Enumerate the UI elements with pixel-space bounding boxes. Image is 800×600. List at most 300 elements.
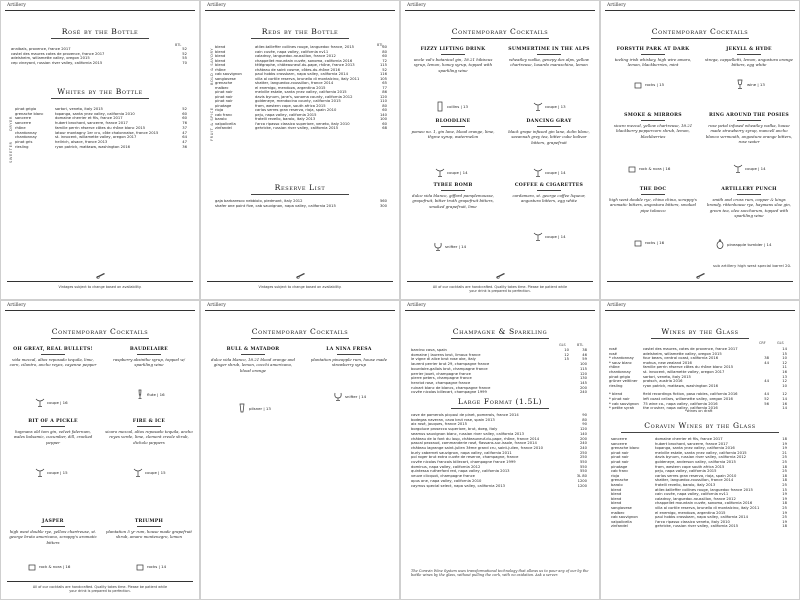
wine-name: sartori, veneto, italy 2015 bbox=[643, 374, 691, 379]
panel-cocktails-4 bbox=[200, 300, 400, 600]
wine-gls-price: 12 bbox=[782, 392, 787, 397]
wine-name: topanga, santa ynez valley, california 2010 bbox=[55, 111, 135, 116]
wine-gls-price: 11 bbox=[782, 365, 787, 370]
wine-varietal: pinot noir bbox=[215, 94, 233, 99]
wine-gls-price: 10 bbox=[782, 383, 787, 388]
wine-name: bodegas naveran, cava brut rose, spain 2013 bbox=[411, 417, 495, 422]
cocktail-glass bbox=[133, 467, 166, 478]
wine-varietal: cab sauvignon bbox=[215, 72, 242, 76]
wine-varietal: pinot noir bbox=[611, 455, 629, 460]
wine-price: 100 bbox=[379, 117, 387, 121]
wine-gls-price: 10 bbox=[564, 348, 569, 352]
cocktail-name-rule bbox=[737, 54, 761, 55]
champagne-title-rule bbox=[451, 338, 549, 339]
wine-btl-price: 115 bbox=[579, 366, 587, 371]
wine-price: 37 bbox=[182, 125, 187, 130]
cocktail-glass-price: coupe | 13 bbox=[545, 103, 566, 109]
panel-by-the-glass bbox=[600, 300, 800, 600]
wine-name: field recordings fiction, paso robles, california 2016 bbox=[643, 392, 738, 397]
cocktail-name: RING AROUND THE POSIES bbox=[708, 113, 790, 118]
wine-price: 64 bbox=[182, 135, 187, 140]
wine-name: caymus special select, napa valley, california 2013 bbox=[411, 483, 506, 488]
cocktail-name: JEKYLL & HYDE bbox=[726, 47, 772, 52]
coupe-glass-icon bbox=[533, 104, 543, 109]
brand-label: Artillery bbox=[607, 3, 626, 8]
wine-varietal: pinotage bbox=[611, 464, 628, 469]
wine-varietal: sangiovese bbox=[611, 506, 632, 510]
wine-name: mohua, new zealand 2016 bbox=[643, 360, 692, 365]
wine-price: 60 bbox=[382, 121, 387, 126]
cocktail-glass bbox=[435, 101, 468, 112]
cocktail-glass-price: coupe | 14 bbox=[447, 169, 468, 175]
wine-name: veuve clicquot, champagne france bbox=[411, 474, 475, 479]
coravin-note: The Coravin Wine System uses transformational technology that allows us to pour any of our by the bottle wines by the glass, without pulling the cork, with no oxidation. Ask a server. bbox=[411, 569, 589, 578]
wine-varietal: blend bbox=[215, 49, 226, 54]
wine-name: davis bynum, jane's, sonoma county, california 2012 bbox=[255, 94, 353, 99]
rocks-glass-icon bbox=[627, 166, 637, 171]
wine-price: 19 bbox=[782, 492, 787, 497]
rose-title-rule bbox=[51, 38, 149, 39]
wine-gls-price: 12 bbox=[782, 379, 787, 384]
brand-label: Artillery bbox=[407, 3, 426, 8]
cocktail-glass bbox=[35, 397, 68, 408]
wine-price: 140 bbox=[379, 112, 387, 117]
wine-name: ryan patrick, mattawa, washington 2016 bbox=[643, 383, 719, 388]
cocktail-glass bbox=[333, 391, 366, 402]
pineapple-glass-icon bbox=[715, 242, 725, 247]
cocktail-name-rule bbox=[137, 526, 161, 527]
cocktail-glass bbox=[733, 163, 766, 174]
wine-name: perrier jouet, champagne france bbox=[411, 371, 471, 376]
cocktail-description: dulce vida blanco, 18.21 blood orange and ginger shrub, lemon, cocchi americano, blood orange bbox=[211, 357, 295, 373]
cocktail-name-rule bbox=[737, 194, 761, 195]
wine-name: castel des maures, cotes de provence, france 2017 bbox=[643, 347, 738, 351]
cocktail-name-rule bbox=[337, 354, 361, 355]
wine-price: 18 bbox=[782, 524, 787, 529]
wine-varietal: pinotage bbox=[215, 103, 232, 108]
wine-price: 52 bbox=[382, 67, 387, 72]
wine-name: four bears, central coast, california 2016 bbox=[643, 356, 719, 361]
rocks-glass-icon bbox=[27, 564, 37, 569]
reds-title: Reds by the Bottle bbox=[261, 27, 339, 36]
wine-varietal: sancerre bbox=[15, 121, 31, 126]
top-rule bbox=[605, 310, 795, 311]
wine-price: 110 bbox=[379, 99, 387, 103]
wine-varietal: * chardonnay bbox=[609, 356, 634, 361]
wine-varietal: rhône bbox=[15, 125, 26, 130]
wines-glass-title-rule bbox=[651, 338, 749, 339]
rose-btl-header: BTL bbox=[175, 43, 182, 47]
reds-btl-header: BTL bbox=[377, 43, 384, 47]
wine-price: 86 bbox=[382, 90, 387, 94]
wine-name: bourdaire-gallois brut, champagne france bbox=[411, 366, 488, 371]
cocktail-name: DANCING GRAY bbox=[526, 119, 572, 124]
wine-varietal: pinot gris bbox=[15, 139, 33, 144]
wine-glass-icon bbox=[735, 82, 745, 87]
wine-varietal: riesling bbox=[15, 144, 29, 149]
wine-price: 1200 bbox=[577, 483, 587, 488]
cocktail-name-rule bbox=[737, 120, 761, 121]
wine-btl-price: 100 bbox=[579, 362, 587, 367]
wine-price: 52 bbox=[182, 107, 187, 111]
wine-name: cave de pomerols picpoul de pinet, pomerols, france 2014 bbox=[411, 413, 519, 417]
wine-gls-price: 13 bbox=[782, 374, 787, 379]
cocktails-title-rule bbox=[251, 338, 349, 339]
panel-rose-whites bbox=[0, 0, 200, 300]
wine-price: 550 bbox=[579, 464, 587, 469]
handcrafted-note bbox=[1, 585, 199, 593]
wine-name: fratelli revello, barolo, italy 2013 bbox=[655, 483, 716, 487]
cocktail-glass-price: wine | 13 bbox=[747, 81, 765, 87]
rose-title: Rosé by the Bottle bbox=[61, 27, 139, 36]
footer-rule bbox=[7, 281, 193, 282]
wine-price: 19 bbox=[782, 446, 787, 451]
wine-name: quintessa rutherford red, napa valley, california 2013 bbox=[411, 469, 510, 474]
top-rule bbox=[5, 10, 195, 11]
wine-gls-price: 14 bbox=[782, 397, 787, 401]
cocktails-title-rule bbox=[451, 38, 549, 39]
cocktail-description: smith and cross rum, copper & kings brandy, rittenhouse rye, haymans sloe gin, green tea, oleo saccharum, topped with sparkling wine bbox=[707, 197, 791, 219]
wine-gls-price: 15 bbox=[782, 351, 787, 356]
footer-rule bbox=[207, 281, 393, 282]
snifter-glass-icon bbox=[433, 244, 443, 249]
cocktail-name: BAUDELAIRE bbox=[129, 347, 169, 352]
wine-name: gaja barbaresco nebbiolo, piedmont, italy 2012 bbox=[215, 199, 303, 203]
cocktail-glass-price: collins | 13 bbox=[447, 103, 468, 109]
cocktail-name-rule bbox=[441, 126, 465, 127]
wine-price: 19 bbox=[782, 441, 787, 446]
wine-price: 250 bbox=[579, 450, 587, 455]
wine-name: annibals, provence, france 2017 bbox=[11, 47, 71, 51]
wine-name: adelsheim, willamette valley, oregon 2015 bbox=[11, 56, 90, 61]
cocktail-glass-price: coupe | 14 bbox=[545, 169, 566, 175]
large-format-title-rule bbox=[451, 408, 549, 409]
cocktail-glass-price: coupe | 15 bbox=[47, 469, 68, 475]
wine-price: 77 bbox=[382, 85, 387, 90]
wine-price: 90 bbox=[582, 422, 587, 427]
cocktail-name-rule bbox=[641, 120, 665, 121]
cocktail-glass-price: rock & nora | 16 bbox=[39, 563, 71, 569]
wine-price: 70 bbox=[182, 61, 187, 66]
cocktail-name: FIRE & ICE bbox=[132, 419, 166, 424]
coupe-glass-icon bbox=[533, 234, 543, 239]
wine-name: melville estate, santa ynez valley, california 2015 bbox=[655, 450, 747, 455]
cocktail-description: uncle val's botanical gin, 18.21 hibiscus syrup, lemon, honey syrup, topped with sparkling wine bbox=[413, 57, 493, 73]
champagne-title: Champagne & Sparkling bbox=[452, 327, 548, 336]
wine-varietal: pinot grigio bbox=[609, 374, 631, 379]
handcrafted-note bbox=[401, 285, 599, 293]
wine-price: 240 bbox=[579, 445, 587, 450]
wine-name: cep vineyard, russian river valley, california 2015 bbox=[11, 61, 103, 66]
cocktail-name-rule bbox=[641, 54, 665, 55]
wine-varietal: rhône bbox=[609, 365, 620, 370]
cannon-logo-icon bbox=[95, 271, 107, 279]
wine-name: the crusher, napa valley, california 2016 bbox=[643, 406, 718, 411]
wine-varietal: grenache bbox=[215, 81, 233, 85]
cocktail-name: BULL & MATADOR bbox=[226, 347, 280, 352]
cocktail-glass bbox=[633, 79, 664, 90]
wine-price: 19 bbox=[782, 496, 787, 501]
cocktail-name-rule bbox=[241, 354, 265, 355]
footer-rule bbox=[607, 281, 793, 282]
cocktail-description: vida mezcal, altos reposado tequila, lime, corn, cilantro, ancho reyes, cayenne pepper bbox=[9, 357, 97, 368]
wine-name: fratelli revello, barolo, italy 2013 bbox=[255, 117, 316, 121]
wine-btl-price: 130 bbox=[579, 376, 587, 381]
wine-name: left coast cellars, willamette valley, oregon 2016 bbox=[643, 397, 733, 401]
panel-reds bbox=[200, 0, 400, 300]
cocktail-name-rule bbox=[41, 354, 65, 355]
wine-price: 60 bbox=[182, 116, 187, 121]
wine-price: 25 bbox=[782, 455, 787, 460]
wine-gls-price: 12 bbox=[782, 360, 787, 365]
wine-crf-price: 52 bbox=[764, 397, 769, 401]
cocktail-description: cardamaro, st. george coffee liqueur, angostura bitters, egg white bbox=[512, 193, 586, 204]
wine-gls-price: 14 bbox=[782, 347, 787, 351]
cocktails-title: Contemporary Cocktails bbox=[651, 27, 749, 36]
wine-varietal: blend bbox=[611, 487, 622, 492]
cocktail-name-rule bbox=[537, 126, 561, 127]
cocktail-glass bbox=[533, 167, 566, 178]
wine-varietal: * pinot noir bbox=[609, 397, 630, 401]
wine-btl-price: 59 bbox=[582, 357, 587, 362]
rocks-glass-icon bbox=[633, 82, 643, 87]
wine-price: 47 bbox=[182, 139, 187, 144]
wine-name: paul hobbs crossbarn, napa valley, california 2014 bbox=[255, 72, 348, 76]
wine-varietal: grenache blanc bbox=[611, 446, 640, 451]
champagne-btl-header: BTL bbox=[577, 343, 584, 347]
wine-crf-price: 38 bbox=[764, 356, 769, 361]
wine-gls-price: 16 bbox=[782, 401, 787, 406]
cocktail-glass-price: rock & nora | 16 bbox=[639, 165, 671, 171]
wines-glass-title: Wines by the Glass bbox=[661, 327, 739, 336]
wine-name: shatter, languedoc-roussillon, france 2014 bbox=[655, 478, 734, 483]
panel-sparkling bbox=[400, 300, 600, 600]
wine-crf-price: 44 bbox=[764, 392, 769, 397]
wine-price: 15 bbox=[782, 487, 787, 492]
top-rule bbox=[405, 10, 595, 11]
wine-varietal: zinfandel bbox=[611, 524, 628, 529]
wine-price: 115 bbox=[379, 63, 387, 67]
wine-price: 560 bbox=[379, 199, 387, 203]
handcrafted-note-line-1: All of our cocktails are handcrafted. Quality takes time. Please be patient while bbox=[432, 285, 568, 289]
cocktail-name-rule bbox=[441, 54, 465, 55]
top-rule bbox=[5, 310, 195, 311]
wine-name: burly cabernet sauvignon, napa valley, california 2011 bbox=[411, 450, 512, 455]
wine-name: caladroy, languedoc-roussillon, france 2012 bbox=[655, 496, 736, 501]
wine-name: melville estate, santa ynez valley, california 2015 bbox=[255, 90, 347, 94]
wine-name: gehricke, russian river valley, california 2015 bbox=[255, 126, 339, 130]
wine-varietal: valpolicella bbox=[611, 519, 632, 524]
coupe-glass-icon bbox=[133, 470, 143, 475]
cannon-logo-icon bbox=[495, 271, 507, 279]
side-label-fruit: FRUIT & SPICE bbox=[210, 107, 214, 141]
wine-price: 3L 80 bbox=[576, 474, 587, 479]
wine-varietal: malbec bbox=[611, 510, 625, 515]
cocktail-name: SMOKE & MIRRORS bbox=[624, 113, 682, 118]
handcrafted-note-line-1: All of our cocktails are handcrafted. Quality takes time. Please be patient while bbox=[32, 585, 168, 589]
reds-title-rule bbox=[251, 38, 349, 39]
wine-varietal: * petite syrah bbox=[609, 406, 635, 411]
wine-price: 68 bbox=[382, 126, 387, 130]
reserve-title-rule bbox=[251, 194, 349, 195]
wine-btl-price: 240 bbox=[579, 390, 587, 395]
wine-name: carlos serres gran reserva, rioja, spain 2010 bbox=[255, 108, 337, 112]
wine-price: 90 bbox=[582, 413, 587, 417]
wine-varietal: blend bbox=[215, 63, 226, 67]
wine-name: laurent perrier brut 29, champagne france bbox=[411, 362, 490, 367]
wine-name: sartori, veneto, italy 2015 bbox=[55, 107, 103, 111]
wine-btl-price: 46 bbox=[582, 352, 587, 357]
wine-price: 25 bbox=[782, 506, 787, 510]
wine-btl-price: 145 bbox=[579, 380, 587, 385]
wine-name: el enemigo, mendoza, argentina 2015 bbox=[655, 510, 726, 515]
large-format-title: Large Format (1.5L) bbox=[457, 397, 543, 406]
cocktail-glass-price: coupe | 15 bbox=[145, 469, 166, 475]
top-rule bbox=[205, 10, 395, 11]
reserve-title: Reserve List bbox=[274, 183, 326, 192]
wine-varietal: blend bbox=[611, 496, 622, 501]
wine-price: 60 bbox=[382, 108, 387, 112]
wine-btl-price: 200 bbox=[579, 385, 587, 390]
cocktail-name: FORSYTH PARK AT DARK bbox=[616, 47, 690, 52]
side-label-bold: BOLD & SAVORY bbox=[210, 47, 214, 85]
wine-name: aix rosé, jouques, france 2015 bbox=[411, 422, 467, 427]
brand-label: Artillery bbox=[207, 303, 226, 308]
cocktail-name: BLOODLINE bbox=[435, 119, 471, 124]
wine-varietal: riesling bbox=[609, 383, 623, 388]
wine-name: hubert brochard, sancerre, france 2017 bbox=[655, 441, 728, 446]
cocktail-glass bbox=[633, 237, 664, 248]
wine-name: château de la font du loup, châteauneuf-du-pape, rhône, france 2014 bbox=[411, 436, 540, 441]
handcrafted-note-line-2: your drink is prepared to perfection. bbox=[469, 289, 531, 293]
wine-price: 25 bbox=[782, 460, 787, 464]
cocktail-glass-price: snifter | 14 bbox=[345, 393, 367, 399]
cocktails-title: Contemporary Cocktails bbox=[51, 327, 149, 336]
rocks-glass-icon bbox=[633, 240, 643, 245]
cocktail-glass bbox=[533, 101, 566, 112]
wine-crf-price: 56 bbox=[764, 401, 769, 406]
cocktail-glass bbox=[435, 167, 468, 178]
coravin-title-rule bbox=[621, 432, 779, 433]
wine-varietal: pinot noir bbox=[611, 460, 629, 464]
wine-gls-price: 14 bbox=[782, 406, 787, 411]
top-rule bbox=[605, 10, 795, 11]
wine-varietal: grüner veltliner bbox=[609, 379, 638, 384]
cocktail-glass bbox=[627, 163, 670, 174]
wine-name: cuvée nicolas billecart, champagne 1999 bbox=[411, 390, 487, 395]
wine-name: topanga, santa ynez valley, california 2016 bbox=[655, 446, 735, 451]
vintage-note: Vintages subject to change based on availability. bbox=[258, 285, 342, 289]
wine-varietal: * cab sauvignon bbox=[609, 401, 639, 406]
pilsner-glass-icon bbox=[237, 406, 247, 411]
wine-varietal: rioja bbox=[215, 108, 224, 112]
wine-name: le vigne di alice brut rose oke, italy bbox=[411, 357, 476, 362]
wine-name: villa al cortile reserva, brunello di montalcino, italy 2011 bbox=[655, 506, 760, 510]
wine-name: atlier-tailleffer collines rouge, languedoc france, 2015 bbox=[255, 45, 355, 49]
wine-price: 116 bbox=[379, 72, 387, 76]
collins-glass-icon bbox=[435, 104, 445, 109]
cocktail-glass bbox=[735, 79, 765, 90]
cocktail-glass bbox=[237, 403, 271, 414]
wine-price: 80 bbox=[382, 49, 387, 54]
wine-name: shatter, languedoc-roussillon, france 2014 bbox=[255, 81, 334, 85]
wine-name: chappellet mountain cuvée, sonoma, california 2016 bbox=[655, 501, 753, 506]
wine-price: 240 bbox=[579, 441, 587, 446]
wine-price: 550 bbox=[579, 460, 587, 464]
wine-price: 76 bbox=[182, 121, 187, 126]
wine-varietal: pinot noir bbox=[611, 450, 629, 455]
wine-name: atlier-tailleffer collines rouge, languedoc france 2015 bbox=[655, 487, 753, 492]
wine-varietal: rioja bbox=[611, 473, 620, 478]
wine-name: pascal pezzaud, commanderie rosé, flassans-sur-issole, france 2014 bbox=[411, 441, 537, 446]
wine-price: 80 bbox=[582, 417, 587, 422]
wine-varietal: pinot grigio bbox=[15, 107, 37, 111]
coupe-glass-icon bbox=[435, 170, 445, 175]
champagne-gls-header: GLS bbox=[559, 343, 566, 347]
cocktail-name: TYBEE BOMB bbox=[433, 183, 473, 188]
wine-name: goldeneye, mendocino county, california 2015 bbox=[255, 99, 341, 103]
wine-name: carlos serres gran reserva, rioja, spain 2010 bbox=[655, 473, 737, 478]
wine-name: adelsheim, willamette valley, oregon 2015 bbox=[643, 351, 722, 356]
wine-name: domaine j laurens brut, limoux france bbox=[411, 352, 481, 357]
cocktail-glass bbox=[433, 241, 466, 252]
wine-name: ryan patrick, mattawa, washington 2016 bbox=[55, 144, 131, 149]
whites-title: Whites by the Bottle bbox=[57, 87, 143, 96]
wine-name: borgoluce prosecco superiore, brut, doeg, italy bbox=[411, 427, 498, 432]
cocktail-glass bbox=[35, 467, 68, 478]
top-rule bbox=[405, 310, 595, 311]
wine-name: pol roger brut extra cuvée de reserve, champagne, france bbox=[411, 455, 519, 460]
cocktail-name-rule bbox=[441, 190, 465, 191]
wine-name: st. innocent, willamette valley, oregon 2017 bbox=[643, 370, 725, 374]
wine-name: 75 wine co., napa valley, california 2016 bbox=[643, 401, 718, 406]
wine-varietal: * blend bbox=[609, 392, 623, 397]
wine-varietal: barolo bbox=[611, 483, 623, 487]
wine-varietal: pinot noir bbox=[215, 90, 233, 94]
wine-name: barcino cava, spain bbox=[411, 348, 447, 352]
wine-varietal: chardonnay bbox=[15, 130, 37, 135]
wine-name: château lagrange saint-julien 3ème grand cru, saint-julien, france 2010 bbox=[411, 445, 543, 450]
wine-varietal: sancerre bbox=[611, 441, 627, 446]
wine-name: cuvée nicolas francois billecart, champagne france 1999 bbox=[411, 460, 516, 464]
wine-price: 36 bbox=[182, 144, 187, 149]
wine-name: davis bynum, russian river valley, california 2012 bbox=[655, 455, 747, 460]
wine-crf-price: 44 bbox=[764, 360, 769, 365]
wine-name: shafer one point five, cab sauvignon, napa valley, california 2015 bbox=[215, 203, 336, 208]
wines-glass-gls-header: GLS bbox=[777, 341, 784, 345]
cocktail-name: TRIUMPH bbox=[134, 519, 164, 524]
wine-price: 55 bbox=[182, 56, 187, 61]
wine-name: caladroy, languedoc-roussillon, france 2012 bbox=[255, 54, 336, 58]
wine-btl-price: 120 bbox=[579, 371, 587, 376]
wine-name: castel des maures cotes de provence, france 2017 bbox=[11, 51, 105, 56]
wine-varietal: cab franc bbox=[611, 469, 629, 474]
wine-name: peju, napa valley, california 2015 bbox=[255, 112, 317, 117]
wine-price: 18 bbox=[782, 464, 787, 469]
wine-varietal: cab sauvignon bbox=[611, 515, 638, 520]
wine-price: 18 bbox=[782, 478, 787, 483]
wine-name: paul hobbs crossbarn, napa valley, california 2014 bbox=[655, 515, 748, 520]
wine-varietal: rosé bbox=[609, 347, 617, 351]
wine-name: gehricke, russian river valley, california 2015 bbox=[655, 524, 739, 529]
footer-rule bbox=[7, 581, 193, 582]
cocktail-glass-price: rocks | 15 bbox=[645, 81, 665, 87]
whites-title-rule bbox=[51, 98, 149, 99]
cocktail-name-rule bbox=[41, 526, 65, 527]
cocktail-name-rule bbox=[41, 426, 65, 427]
cocktail-description: wheatley vodka, genepy des alps, yellow chartreuse, luxardo maraschino, lemon bbox=[509, 57, 589, 68]
cocktail-name: FIZZY LIFTING DRINK bbox=[420, 47, 486, 52]
